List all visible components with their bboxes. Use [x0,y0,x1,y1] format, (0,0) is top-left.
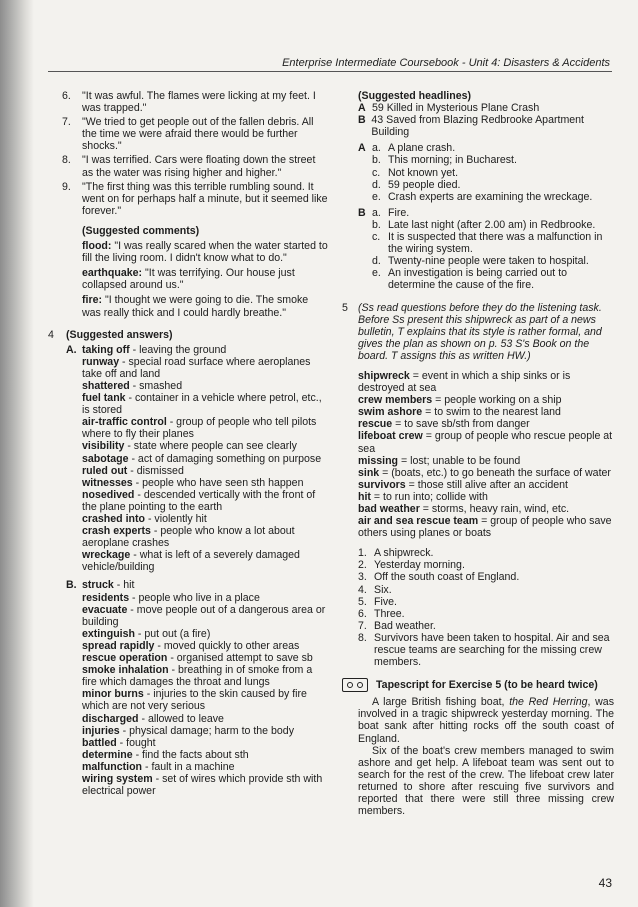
glossary-item [82,652,328,664]
answer-number: 3. [358,571,367,584]
glossary-item [82,465,328,477]
glossary-term: bad weather [358,503,420,515]
headline-answer [358,179,614,191]
glossary-definition: = to save sb/sth from danger [392,418,530,431]
headline-answer [358,231,614,255]
glossary-item [82,737,328,749]
glossary-item [82,749,328,761]
glossary-definition: - state where people can see clearly [124,440,297,453]
glossary-definition: = (boats, etc.) to go beneath the surface of water [379,466,611,479]
glossary-term: witnesses [82,476,133,489]
glossary-term: crew members [358,394,433,407]
answer-text: Twenty-nine people were taken to hospital. [388,255,589,268]
glossary-term: shipwreck [358,369,410,382]
glossary-definition: - people who live in a place [129,591,260,604]
glossary-definition: - injuries to the skin caused by fire which are not very serious [82,688,307,713]
comment-topic: fire: [82,294,103,307]
answer-item [358,632,614,668]
glossary-definition: = group of people who save others using planes or boats [358,515,612,540]
glossary-definition: - set of wires which provide sth with electrical power [82,772,323,798]
part-label: B. [66,579,77,592]
glossary-term: swim ashore [358,406,423,419]
comment-item [82,267,328,291]
glossary-definition: = to swim to the nearest land [422,406,561,419]
glossary-term: wiring system [82,772,153,785]
quote-number: 8. [62,154,71,167]
glossary-item [82,640,328,652]
glossary-item [82,356,328,380]
quote-number: 9. [62,180,71,193]
glossary-definition: - dismissed [127,464,184,477]
glossary-item [82,604,328,628]
glossary-definition: - violently hit [145,513,207,525]
exercise-4-part-a [48,344,328,574]
exercise-4-part-b [48,579,328,797]
answer-text: Five. [374,595,397,608]
quote-item [48,154,328,178]
page-number: 43 [598,875,612,890]
answer-text: Off the south coast of England. [374,571,520,584]
glossary-item [82,628,328,640]
comment-item [82,240,328,264]
glossary-term: hit [358,490,371,503]
comment-text: "It was terrifying. Our house just collapsed around us." [82,267,295,292]
answer-letter: a. [372,206,381,219]
glossary-definition: = event in which a ship sinks or is destroyed at sea [358,369,571,395]
glossary-definition: = those still alive after an accident [405,478,568,491]
answer-text: This morning; in Bucharest. [388,154,517,167]
glossary-definition: - allowed to leave [138,712,224,725]
part-label: A. [66,343,77,356]
glossary-definition: - leaving the ground [129,343,227,356]
answer-text: Six. [374,583,392,596]
glossary-item [358,394,614,406]
exercise-4-number: 4 [48,328,54,341]
glossary-term: rescue [358,418,393,431]
answer-number: 7. [358,619,367,632]
glossary-item [82,525,328,549]
glossary-term: fuel tank [82,392,126,405]
glossary-item [82,664,328,688]
quote-text: "I was terrified. Cars were floating down the street as the water was rising higher and higher." [82,154,316,179]
glossary-term: crashed into [82,513,145,525]
glossary-term: wreckage [82,549,131,562]
comments-heading: (Suggested comments) [82,224,200,237]
headline-b: 43 Saved from Blazing Redbrooke Apartment Building [371,114,584,139]
exercise-4 [48,329,328,798]
headline-answer [358,219,614,231]
left-column [48,90,328,797]
exercise-5-glossary [358,370,614,539]
glossary-definition: - container in a vehicle where petrol, etc., is stored [82,392,322,417]
glossary-definition: - physical damage; harm to the body [119,724,294,737]
answer-item [358,547,614,559]
exercise-5-answers [358,547,614,668]
answer-letter: d. [372,255,381,268]
glossary-definition: - move people out of a dangerous area or building [82,603,326,628]
glossary-definition: - group of people who tell pilots where to fly their planes [82,416,317,441]
glossary-term: battled [82,736,117,749]
glossary-definition: = lost; unable to be found [398,454,521,467]
headline-a: 59 Killed in Mysterious Plane Crash [372,102,540,115]
quote-text: "It was awful. The flames were licking at my feet. I was trapped." [82,90,316,115]
quote-text: "We tried to get people out of the fallen debris. All the time we were afraid there would be further shocks." [82,116,314,153]
glossary-item [358,370,614,394]
glossary-term: ruled out [82,464,128,477]
glossary-definition: = group of people who rescue people at sea [358,430,613,455]
glossary-term: minor burns [82,688,144,701]
glossary-definition: - organised attempt to save sb [167,652,313,665]
glossary-term: determine [82,748,133,761]
headline-a-answers [358,142,614,202]
answer-text: Yesterday morning. [374,559,465,572]
glossary-item [358,491,614,503]
suggested-headlines: (Suggested headlines) A 59 Killed in Mysterious Plane Crash B 43 Saved from Blazing Redbrooke Apartment Building A a. A plane crash. b. This morning; in Bucharest. c. Not known yet. d. 59 people died. e. Crash experts are examining the wreckage. B a. Fire. b. Late last night (after 2.00 am) in Redbrooke. c. It is suspected that there was a malfunction in the wiring system. d. Twenty-nine people were taken to hospital. e. An investigation is being carried out to determine the cause of the fire. [358,90,614,292]
quote-item [48,90,328,114]
headline-answer [358,267,614,291]
glossary-item [82,725,328,737]
comment-text: "I thought we were going to die. The smoke was really thick and I could hardly breathe." [82,294,309,319]
glossary-item [82,344,328,356]
answer-text: Fire. [388,206,410,219]
tapescript-paragraph-1: A large British fishing boat, the Red Herring, was involved in a tragic shipwreck yesterday morning. The boat sank after hitting rocks off the south coast of England. [358,696,614,745]
glossary-definition: = storms, heavy rain, wind, etc. [419,503,570,515]
answer-number: 4. [358,583,367,596]
comment-topic: earthquake: [82,267,143,280]
headlines-heading: (Suggested headlines) [358,90,472,102]
glossary-item [358,406,614,418]
tapescript [342,678,614,817]
glossary-item [82,489,328,513]
glossary-term: spread rapidly [82,639,155,652]
glossary-definition: - hit [113,579,135,592]
quote-number: 6. [62,90,71,102]
answer-text: A shipwreck. [374,547,434,560]
quotes-list [48,90,328,217]
glossary-definition: - special road surface where aeroplanes take off and land [82,355,311,380]
headline-answer [358,255,614,267]
answer-letter: a. [372,142,381,155]
glossary-definition: - descended vertically with the front of the plane pointing to the earth [82,488,316,513]
running-header: Enterprise Intermediate Coursebook - Unit 4: Disasters & Accidents [282,57,610,69]
answer-letter: c. [372,231,381,244]
answer-item [358,596,614,608]
answer-text: Bad weather. [374,619,436,632]
glossary-term: runway [82,355,120,368]
glossary-item [82,380,328,392]
glossary-term: lifeboat crew [358,430,423,443]
glossary-definition: - find the facts about sth [132,748,249,761]
tapescript-heading: Tapescript for Exercise 5 (to be heard twice) [376,679,598,692]
glossary-item [82,579,328,591]
quote-item [48,116,328,152]
glossary-term: taking off [82,343,130,356]
quote-item [48,181,328,217]
glossary-term: nosedived [82,488,135,501]
glossary-term: sink [358,466,380,479]
glossary-item [358,430,614,454]
comment-text: "I was really scared when the water started to fill the living room. I didn't know what to do." [82,240,328,265]
headline-answer: B a. Fire. [358,206,410,219]
glossary-term: shattered [82,379,130,392]
glossary-definition: - act of damaging something on purpose [128,452,322,465]
glossary-definition: - smashed [129,379,183,392]
glossary-term: air and sea rescue team [358,515,479,528]
answer-letter: b. [372,218,381,231]
glossary-term: residents [82,591,130,604]
glossary-definition: = to run into; collide with [370,490,488,503]
exercise-4-heading: (Suggested answers) [66,328,173,341]
answer-text: An investigation is being carried out to determine the cause of the fire. [388,267,568,292]
answer-text: Crash experts are examining the wreckage. [388,190,593,203]
glossary-term: discharged [82,712,139,725]
answer-item [358,620,614,632]
glossary-term: crash experts [82,525,151,538]
answer-item [358,584,614,596]
answer-text: Late last night (after 2.00 am) in Redbrooke. [388,218,596,231]
answer-text: Three. [374,607,405,620]
headline-answer: A a. A plane crash. [358,142,456,155]
answer-number: 6. [358,607,367,620]
answer-letter: e. [372,190,381,203]
answer-item [358,608,614,620]
answer-letter: d. [372,178,381,191]
glossary-definition: - what is left of a severely damaged vehicle/building [82,549,300,574]
glossary-item [358,503,614,515]
glossary-definition: = people working on a ship [432,394,562,407]
glossary-item [82,440,328,452]
glossary-term: survivors [358,478,406,491]
glossary-item [82,513,328,525]
headline-answer [358,167,614,179]
glossary-item [82,688,328,712]
glossary-definition: - put out (a fire) [134,627,211,640]
glossary-item [82,761,328,773]
comment-topic: flood: [82,240,112,253]
glossary-item [358,418,614,430]
glossary-item [82,549,328,573]
answer-letter: c. [372,166,381,179]
glossary-term: visibility [82,440,125,453]
tapescript-paragraph-2: Six of the boat's crew members managed to swim ashore and get help. A lifeboat team was sent out to search for the rest of the crew. The lifeboat crew later returned to shore after rescuing five survivors and reported that there were still three missing crew members. [358,744,614,818]
answer-text: Not known yet. [388,166,459,179]
glossary-item [358,455,614,467]
glossary-term: injuries [82,724,120,737]
glossary-item [82,713,328,725]
glossary-term: malfunction [82,760,143,773]
glossary-item [82,592,328,604]
glossary-term: struck [82,579,114,592]
glossary-item [82,416,328,440]
headline-b-answers [358,207,614,292]
quote-number: 7. [62,116,71,129]
glossary-term: smoke inhalation [82,664,169,677]
answer-text: Survivors have been taken to hospital. Air and sea rescue teams are searching for the missing crew members. [374,631,610,669]
glossary-item [358,467,614,479]
exercise-5-intro [342,302,614,362]
headline-answer [358,154,614,166]
answer-letter: e. [372,267,381,280]
cassette-icon [342,678,368,692]
answer-number: 1. [358,547,367,560]
glossary-definition: - moved quickly to other areas [154,639,300,652]
answer-number: 8. [358,631,367,644]
quote-text: "The first thing was this terrible rumbling sound. It went on for perhaps half a minute, but it seemed like forever." [82,180,328,217]
glossary-definition: - breathing in of smoke from a fire which damages the throat and lungs [82,664,313,689]
right-column [342,90,614,817]
answer-number: 2. [358,559,367,572]
header-rule [48,71,612,72]
answer-text: 59 people died. [388,178,461,191]
glossary-term: extinguish [82,627,135,640]
glossary-item [82,392,328,416]
answer-item [358,571,614,583]
comment-item [82,294,328,318]
glossary-definition: - fought [116,736,156,749]
glossary-item [82,453,328,465]
answer-text: It is suspected that there was a malfunction in the wiring system. [388,231,603,256]
glossary-term: sabotage [82,452,129,465]
glossary-item [82,773,328,797]
glossary-definition: - people who have seen sth happen [132,476,304,489]
glossary-term: missing [358,454,399,467]
exercise-5-number: 5 [342,301,348,314]
answer-letter: b. [372,154,381,167]
glossary-term: rescue operation [82,652,168,665]
glossary-item [358,479,614,491]
answer-item [358,559,614,571]
exercise-5-instructions: (Ss read questions before they do the listening task. Before Ss present this shipwreck as part of a news bulletin, T explains that its style is rather formal, and gives the plan as shown on p. 53 S's Book on the board. T assigns this as written HW.) [358,301,602,362]
suggested-comments [82,225,328,319]
glossary-item [358,515,614,539]
page-gutter-shadow [0,0,34,907]
glossary-term: air-traffic control [82,416,167,429]
comments-list [82,240,328,319]
answer-number: 5. [358,595,367,608]
glossary-item [82,477,328,489]
headline-answer [358,191,614,203]
glossary-term: evacuate [82,603,128,616]
glossary-definition: - people who know a lot about aeroplane crashes [82,525,295,550]
glossary-definition: - fault in a machine [142,760,235,773]
answer-text: A plane crash. [388,142,456,155]
